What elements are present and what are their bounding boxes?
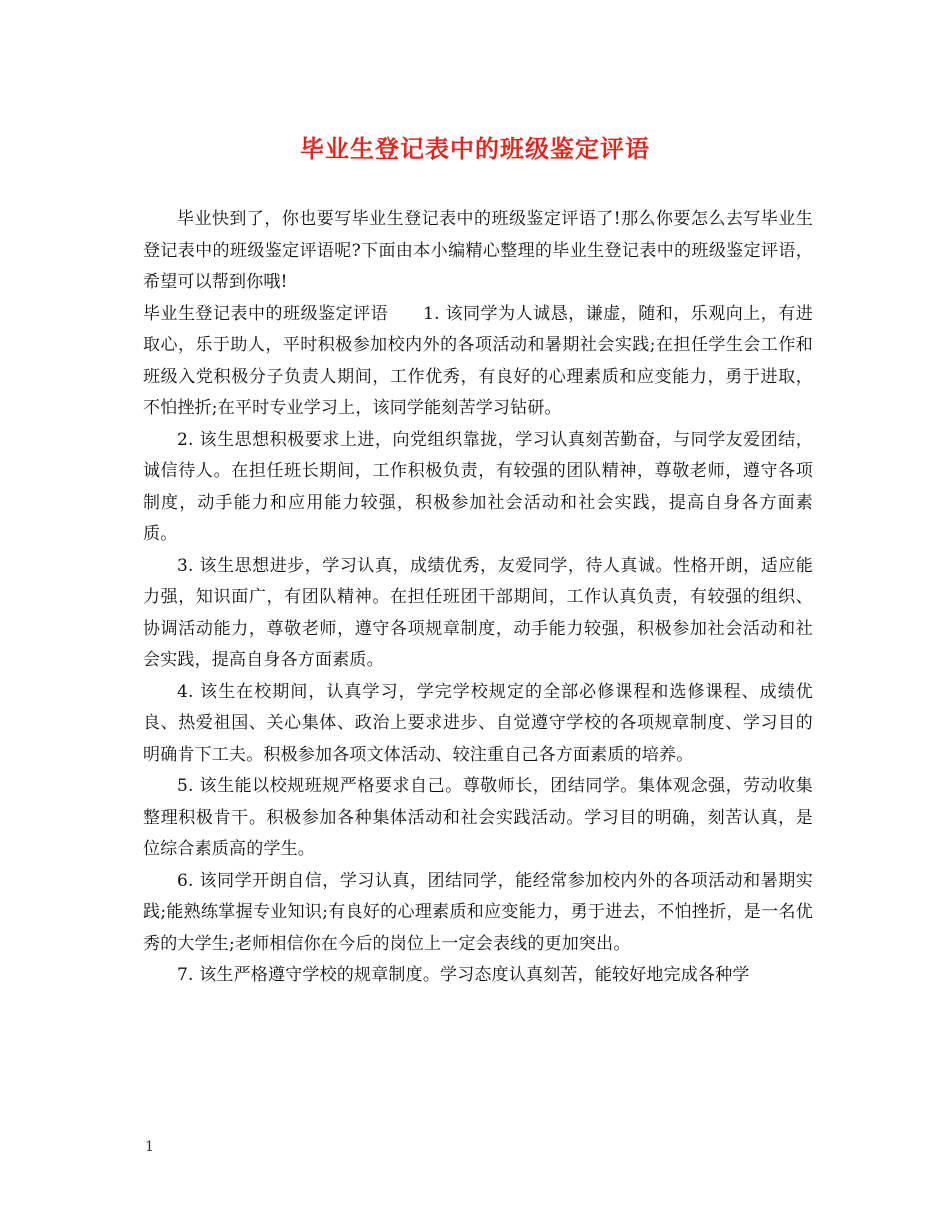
document-title: 毕业生登记表中的班级鉴定评语 xyxy=(300,135,650,163)
evaluation-paragraph-6: 6. 该同学开朗自信，学习认真，团结同学，能经常参加校内外的各项活动和暑期实践;能熟练掌握专业知识;有良好的心理素质和应变能力，勇于进去，不怕挫折，是一名优秀的大学生;老师相信你在今后的岗位上一定会表线的更加突出。 xyxy=(143,870,813,954)
document-body xyxy=(143,204,813,992)
evaluation-paragraph-3: 3. 该生思想进步，学习认真，成绩优秀，友爱同学，待人真诚。性格开朗，适应能力强，知识面广，有团队精神。在担任班团干部期间，工作认真负责，有较强的组织、协调活动能力，尊敬老师，遵守各项规章制度，动手能力较强，积极参加社会活动和社会实践，提高自身各方面素质。 xyxy=(143,555,813,670)
evaluation-paragraph-5: 5. 该生能以校规班规严格要求自己。尊敬师长，团结同学。集体观念强，劳动收集整理积极肯干。积极参加各种集体活动和社会实践活动。学习目的明确，刻苦认真，是位综合素质高的学生。 xyxy=(143,776,813,859)
intro-paragraph: 毕业快到了，你也要写毕业生登记表中的班级鉴定评语了!那么你要怎么去写毕业生登记表中的班级鉴定评语呢?下面由本小编精心整理的毕业生登记表中的班级鉴定评语，希望可以帮到你哦! xyxy=(143,209,813,292)
evaluation-paragraph-1: 毕业生登记表中的班级鉴定评语 1. 该同学为人诚恳，谦虚，随和，乐观向上，有进取心，乐于助人，平时积极参加校内外的各项活动和暑期社会实践;在担任学生会工作和班级入党积极分子负责人期间，工作优秀，有良好的心理素质和应变能力，勇于进取，不怕挫折;在平时专业学习上，该同学能刻苦学习钻研。 xyxy=(143,303,813,418)
evaluation-paragraph-7: 7. 该生严格遵守学校的规章制度。学习态度认真刻苦，能较好地完成各种学 xyxy=(177,965,750,985)
page-number: 1 xyxy=(145,1139,154,1155)
evaluation-paragraph-2: 2. 该生思想积极要求上进，向党组织靠拢，学习认真刻苦勤奋，与同学友爱团结，诚信待人。在担任班长期间，工作积极负责，有较强的团队精神，尊敬老师，遵守各项制度，动手能力和应用能力较强，积极参加社会活动和社会实践，提高自身各方面素质。 xyxy=(143,429,813,544)
evaluation-paragraph-4: 4. 该生在校期间，认真学习，学完学校规定的全部必修课程和选修课程、成绩优良、热爱祖国、关心集体、政治上要求进步、自觉遵守学校的各项规章制度、学习目的明确肯下工夫。积极参加各项文体活动、较注重自己各方面素质的培养。 xyxy=(143,681,813,765)
